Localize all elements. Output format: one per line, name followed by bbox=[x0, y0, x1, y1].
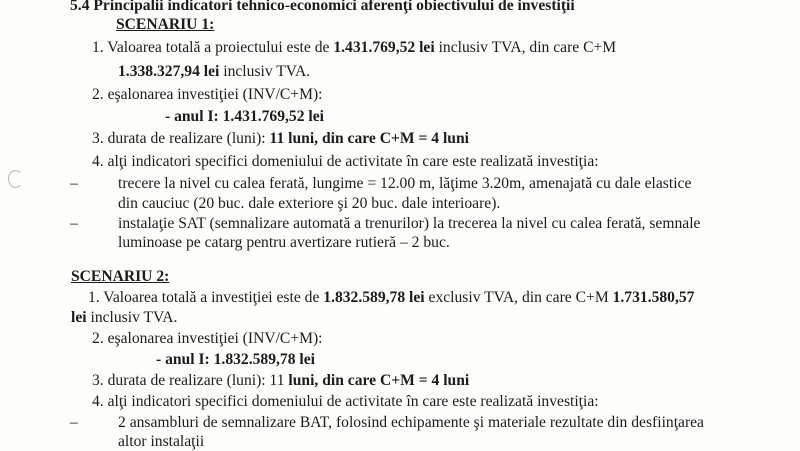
s2-esalonare: 2. eşalonarea investiţiei (INV/C+M): bbox=[92, 330, 323, 347]
scenario-1-heading: SCENARIU 1: bbox=[116, 16, 215, 33]
s1-cm-amount: 1.338.327,94 lei bbox=[118, 63, 220, 80]
s1-total-value bbox=[92, 39, 616, 57]
s2-bullet-1-line-2: altor instalaţii bbox=[118, 433, 205, 450]
s1-bullet-1-line-2: din cauciuc (20 buc. dale exteriore şi 20 buc. dale interioare). bbox=[118, 195, 501, 212]
s1-bullet-2-line-1: instalaţie SAT (semnalizare automată a trenurilor) la trecerea la nivel cu calea ferată, semnale bbox=[118, 215, 701, 232]
binder-punch-hole bbox=[8, 170, 23, 188]
s2-cm-amount: 1.731.580,57 bbox=[612, 289, 695, 306]
s1-duration bbox=[92, 130, 469, 148]
s1-total-value-label: 1. Valoarea totală a proiectului este de bbox=[92, 39, 334, 56]
s2-duration-label: 3. durata de realizare (luni): 11 bbox=[92, 372, 289, 389]
s2-bullet-1-mark: – bbox=[70, 414, 78, 431]
s2-total-value bbox=[88, 289, 694, 307]
s2-other-indicators: 4. alţi indicatori specifici domeniului de activitate în care este realizată investiţia: bbox=[92, 393, 599, 410]
s2-lei: lei bbox=[71, 309, 87, 326]
section-title: 5.4 Principalii indicatori tehnico-economici aferenţi obiectivului de investiţii bbox=[70, 0, 575, 14]
s1-total-value-amount: 1.431.769,52 lei bbox=[333, 39, 435, 56]
s2-duration-value: luni, din care C+M = 4 luni bbox=[288, 372, 470, 389]
s1-cm-suffix: inclusiv TVA. bbox=[219, 63, 311, 80]
s2-year-one: - anul I: 1.832.589,78 lei bbox=[156, 351, 315, 368]
s1-bullet-2-mark: – bbox=[70, 215, 78, 232]
scenario-2-heading: SCENARIU 2: bbox=[71, 268, 170, 285]
s2-duration bbox=[92, 372, 469, 390]
s1-cm-value bbox=[118, 63, 310, 81]
s2-vat-suffix: inclusiv TVA. bbox=[86, 309, 178, 326]
s1-total-value-suffix: inclusiv TVA, din care C+M bbox=[434, 39, 617, 56]
s1-duration-label: 3. durata de realizare (luni): bbox=[92, 130, 270, 147]
s1-bullet-1-mark: – bbox=[70, 175, 78, 192]
s2-total-value-suffix: exclusiv TVA, din care C+M bbox=[424, 289, 613, 306]
s2-bullet-1-line-1: 2 ansambluri de semnalizare BAT, folosind echipamente şi materiale rezultate din desfiinţarea bbox=[118, 414, 704, 431]
s2-vat-line bbox=[71, 309, 177, 327]
s1-bullet-2-line-2: luminoase pe catarg pentru avertizare rutieră – 2 buc. bbox=[118, 234, 450, 251]
s2-total-value-label: 1. Valoarea totală a investiţiei este de bbox=[88, 289, 324, 306]
s1-esalonare: 2. eşalonarea investiţiei (INV/C+M): bbox=[92, 86, 323, 103]
s1-other-indicators: 4. alţi indicatori specifici domeniului de activitate în care este realizată investiţia: bbox=[92, 153, 599, 170]
s2-total-value-amount: 1.832.589,78 lei bbox=[323, 289, 425, 306]
s1-duration-value: 11 luni, din care C+M = 4 luni bbox=[269, 130, 469, 147]
s1-year-one: - anul I: 1.431.769,52 lei bbox=[165, 108, 324, 125]
s1-bullet-1-line-1: trecere la nivel cu calea ferată, lungime = 12.00 m, lăţime 3.20m, amenajată cu dale elastice bbox=[118, 175, 692, 192]
